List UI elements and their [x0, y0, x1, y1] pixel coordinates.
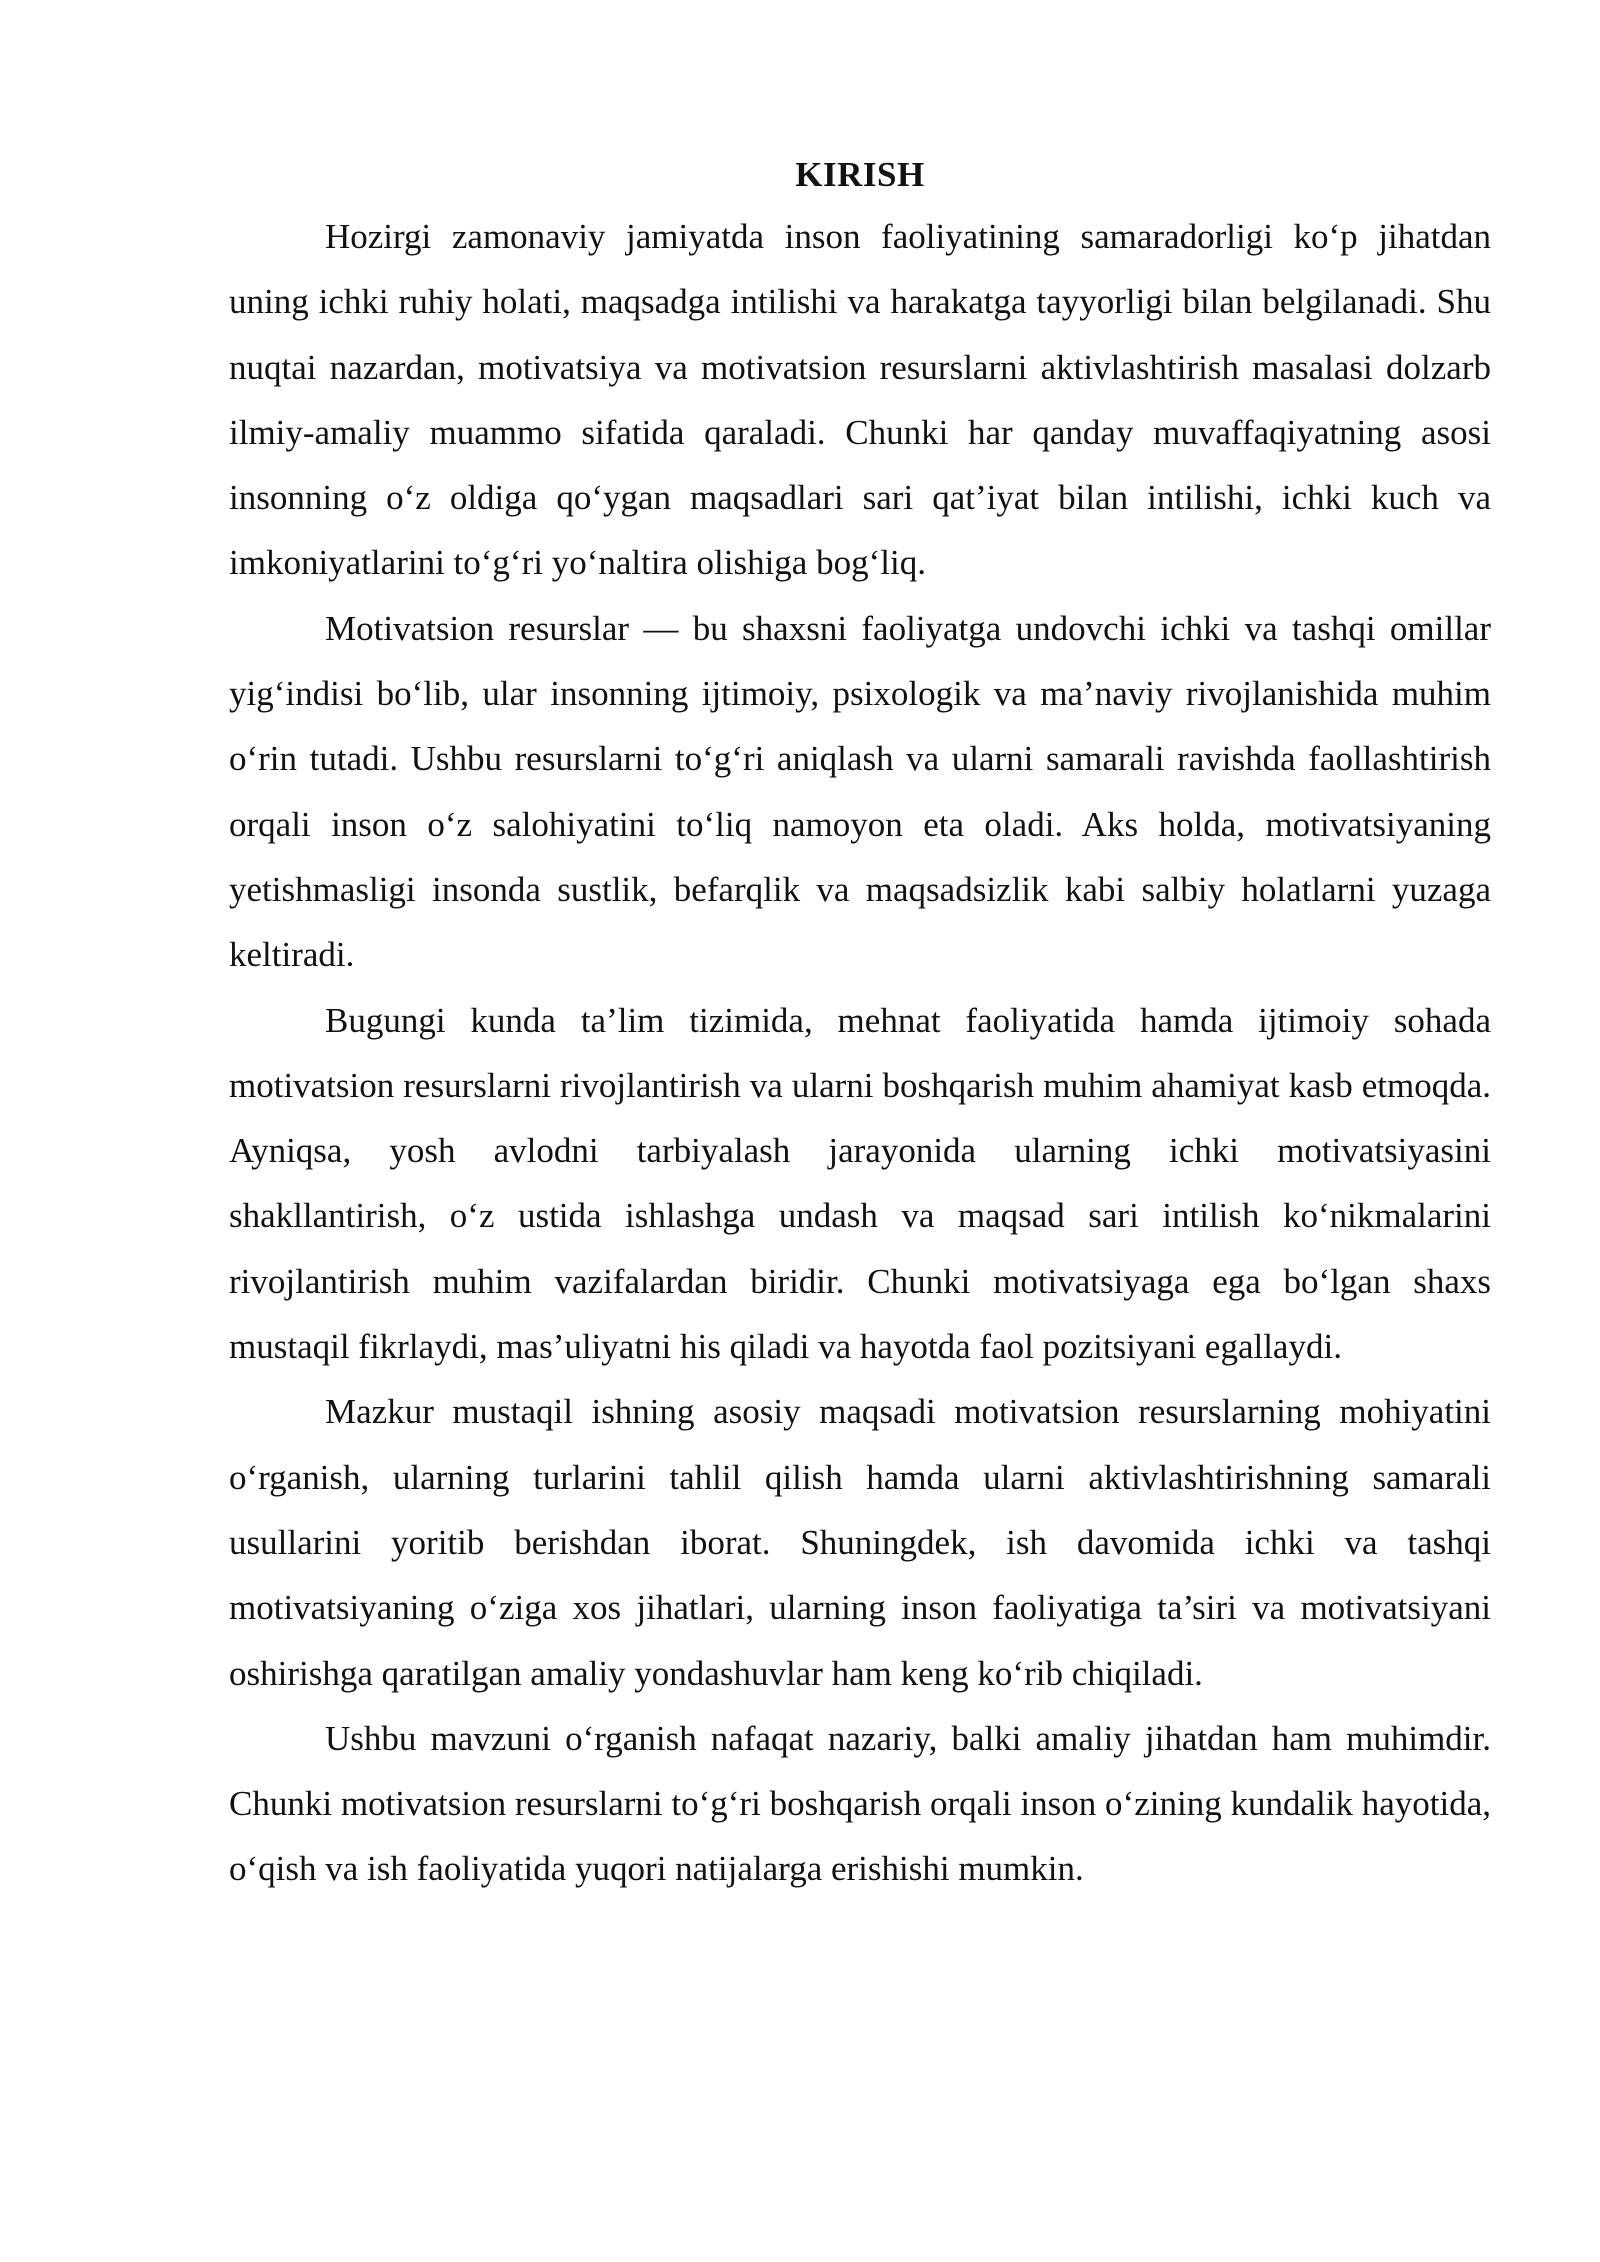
paragraph-3: Bugungi kunda ta’lim tizimida, mehnat faoliyatida hamda ijtimoiy sohada motivatsion resurslarni rivojlantirish va ularni boshqarish muhim ahamiyat kasb etmoqda. Ayniqsa, yosh avlodni tarbiyalash jarayonida ularning ichki motivatsiyasini shakllantirish, o‘z ustida ishlashga undash va maqsad sari intilish ko‘nikmalarini rivojlantirish muhim vazifalardan biridir. Chunki motivatsiyaga ega bo‘lgan shaxs mustaqil fikrlaydi, mas’uliyatni his qiladi va hayotda faol pozitsiyani egallaydi.	[229, 1000, 1491, 1367]
page-title: KIRISH	[795, 155, 925, 194]
paragraph-5: Ushbu mavzuni o‘rganish nafaqat nazariy, balki amaliy jihatdan ham muhimdir. Chunki motivatsion resurslarni to‘g‘ri boshqarish orqali inson o‘zining kundalik hayotida, o‘qish va ish faoliyatida yuqori natijalarga erishishi mumkin.	[229, 1718, 1491, 1889]
paragraph-1: Hozirgi zamonaviy jamiyatda inson faoliyatining samaradorligi ko‘p jihatdan uning ichki ruhiy holati, maqsadga intilishi va harakatga tayyorligi bilan belgilanadi. Shu nuqtai nazardan, motivatsiya va motivatsion resurslarni aktivlashtirish masalasi dolzarb ilmiy-amaliy muammo sifatida qaraladi. Chunki har qanday muvaffaqiyatning asosi insonning o‘z oldiga qo‘ygan maqsadlari sari qat’iyat bilan intilishi, ichki kuch va imkoniyatlarini to‘g‘ri yo‘naltira olishiga bog‘liq.	[229, 217, 1491, 583]
document-body	[229, 148, 1491, 1902]
paragraph-4: Mazkur mustaqil ishning asosiy maqsadi motivatsion resurslarning mohiyatini o‘rganish, ularning turlarini tahlil qilish hamda ularni aktivlashtirishning samarali usullarini yoritib berishdan iborat. Shuningdek, ish davomida ichki va tashqi motivatsiyaning o‘ziga xos jihatlari, ularning inson faoliyatiga ta’siri va motivatsiyani oshirishga qaratilgan amaliy yondashuvlar ham keng ko‘rib chiqiladi.	[229, 1392, 1491, 1693]
paragraph-2: Motivatsion resurslar — bu shaxsni faoliyatga undovchi ichki va tashqi omillar yig‘indisi bo‘lib, ular insonning ijtimoiy, psixologik va ma’naviy rivojlanishida muhim o‘rin tutadi. Ushbu resurslarni to‘g‘ri aniqlash va ularni samarali ravishda faollashtirish orqali inson o‘z salohiyatini to‘liq namoyon eta oladi. Aks holda, motivatsiyaning yetishmasligi insonda sustlik, befarqlik va maqsadsizlik kabi salbiy holatlarni yuzaga keltiradi.	[229, 608, 1491, 975]
